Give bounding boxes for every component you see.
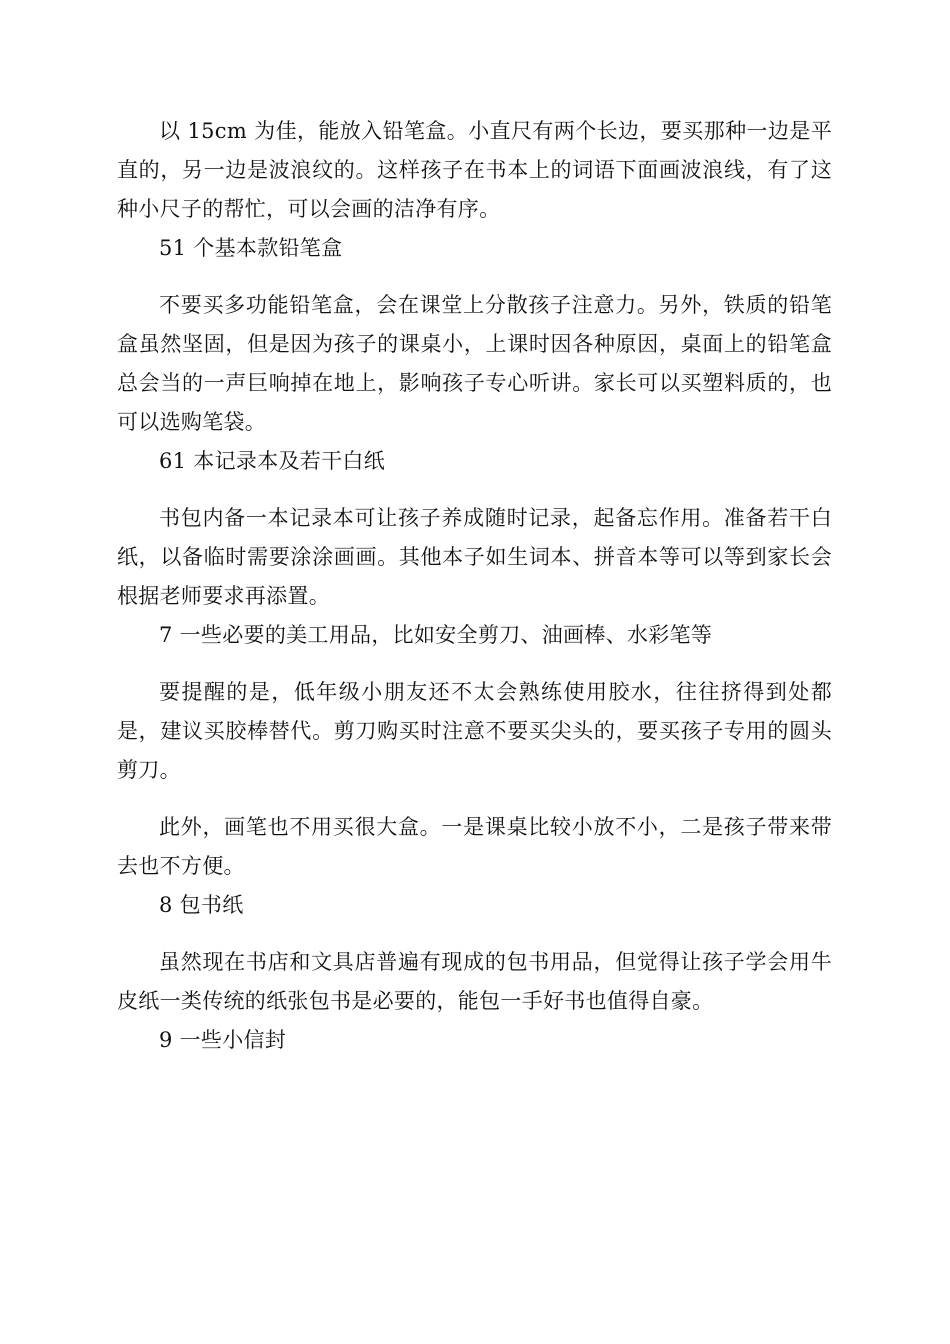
- heading-notebook: 61 本记录本及若干白纸: [159, 449, 385, 473]
- heading-pencil-box: 51 个基本款铅笔盒: [159, 236, 343, 260]
- heading-book-cover: 8 包书纸: [159, 893, 244, 917]
- heading-envelopes: 9 一些小信封: [159, 1028, 287, 1052]
- paragraph-book-cover: 虽然现在书店和文具店普遍有现成的包书用品，但觉得让孩子学会用牛皮纸一类传统的纸张包书是必要的，能包一手好书也值得自豪。: [117, 950, 832, 1013]
- paragraph-notebook: 书包内备一本记录本可让孩子养成随时记录，起备忘作用。准备若干白纸，以备临时需要涂涂画画。其他本子如生词本、拼音本等可以等到家长会根据老师要求再添置。: [117, 506, 832, 608]
- paragraph-art-supplies: 要提醒的是，低年级小朋友还不太会熟练使用胶水，往往挤得到处都是，建议买胶棒替代。剪刀购买时注意不要买尖头的，要买孩子专用的圆头剪刀。: [117, 680, 832, 782]
- paragraph-pencil-box: 不要买多功能铅笔盒，会在课堂上分散孩子注意力。另外，铁质的铅笔盒虽然坚固，但是因为孩子的课桌小，上课时因各种原因，桌面上的铅笔盒总会当的一声巨响掉在地上，影响孩子专心听讲。家长可以买塑料质的，也可以选购笔袋。: [117, 293, 832, 434]
- heading-art-supplies: 7 一些必要的美工用品，比如安全剪刀、油画棒、水彩笔等: [159, 623, 713, 647]
- paragraph-ruler: 以 15cm 为佳，能放入铅笔盒。小直尺有两个长边，要买那种一边是平直的，另一边是波浪纹的。这样孩子在书本上的词语下面画波浪线，有了这种小尺子的帮忙，可以会画的洁净有序。: [117, 119, 832, 221]
- paragraph-brushes: 此外，画笔也不用买很大盒。一是课桌比较小放不小，二是孩子带来带去也不方便。: [117, 815, 832, 878]
